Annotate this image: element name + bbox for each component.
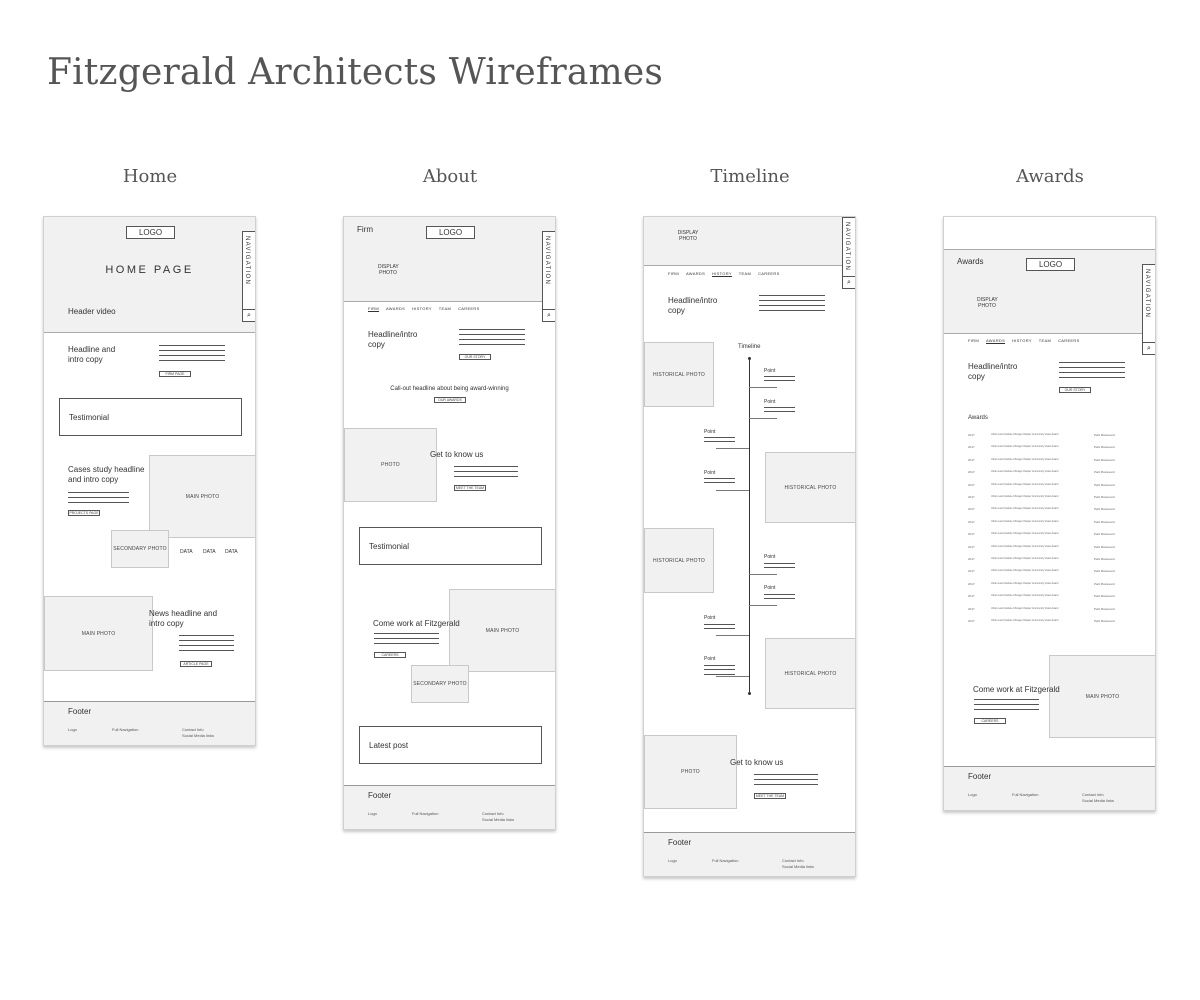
point-lines — [764, 376, 795, 385]
historical-photo: HISTORICAL PHOTO — [765, 452, 856, 523]
testimonial-box: Testimonial — [59, 398, 242, 436]
award-year: 2017 — [968, 457, 975, 462]
footer-label: Footer — [668, 838, 692, 847]
main-photo: MAIN PHOTO — [449, 589, 556, 672]
footer-contact[interactable]: Contact Info — [782, 858, 804, 863]
point-lines — [764, 407, 795, 416]
navigation-label: NAVIGATION — [844, 222, 850, 272]
nav-history[interactable]: HISTORY — [712, 271, 732, 276]
wireframe-awards — [943, 216, 1156, 811]
nav-awards[interactable]: AWARDS — [385, 306, 406, 311]
point-lines — [704, 437, 735, 446]
footer-label: Footer — [68, 707, 92, 716]
award-year: 2017 — [968, 594, 975, 599]
display-photo-label: DISPLAY PHOTO — [977, 297, 998, 309]
nav-firm[interactable]: FIRM — [968, 338, 979, 343]
award-name: Urban Land Institute Chicago Chapter Community Vision Award — [991, 507, 1059, 511]
award-name: Urban Land Institute Chicago Chapter Community Vision Award — [991, 519, 1059, 523]
navigation-tab[interactable] — [542, 231, 555, 322]
headline-intro: Headline/intro copy — [368, 330, 418, 349]
copy-lines — [159, 345, 225, 365]
point-lines — [704, 624, 735, 633]
nav-careers[interactable]: CAREERS — [1058, 338, 1080, 343]
column-title-awards: Awards — [1016, 166, 1084, 187]
timeline-point: Point — [764, 368, 776, 374]
timeline-point: Point — [764, 585, 776, 591]
secondary-photo: SECONDARY PHOTO — [411, 665, 469, 703]
footer-contact[interactable]: Contact Info — [482, 811, 504, 816]
timeline-connector — [716, 448, 749, 449]
footer — [644, 832, 855, 876]
wireframe-about — [343, 216, 556, 830]
timeline-header — [644, 217, 855, 266]
navigation-tab[interactable] — [842, 217, 855, 289]
award-project: Park Boulevard — [1094, 569, 1115, 574]
wireframe-timeline — [643, 216, 856, 877]
timeline-connector — [749, 387, 777, 388]
meet-team-button[interactable]: MEET THE TEAM — [455, 486, 485, 490]
news-headline: News headline and intro copy — [149, 609, 218, 628]
navigation-label: NAVIGATION — [544, 236, 550, 286]
data-label: DATA — [203, 549, 216, 555]
meet-team-button[interactable]: MEET THE TEAM — [755, 794, 785, 798]
nav-awards[interactable]: AWARDS — [985, 338, 1006, 343]
award-name: Urban Land Institute Chicago Chapter Community Vision Award — [991, 569, 1059, 573]
come-work-headline: Come work at Fitzgerald — [973, 685, 1060, 694]
search-icon[interactable]: ⌕ — [243, 309, 255, 321]
nav-team[interactable]: TEAM — [438, 306, 452, 311]
award-name: Urban Land Institute Chicago Chapter Community Vision Award — [991, 594, 1059, 598]
headline-intro: Headline and intro copy — [68, 345, 116, 364]
award-year: 2017 — [968, 606, 975, 611]
award-name: Urban Land Institute Chicago Chapter Community Vision Award — [991, 557, 1059, 560]
historical-photo: HISTORICAL PHOTO — [765, 638, 856, 709]
award-project: Park Boulevard — [1094, 495, 1115, 499]
copy-lines — [1059, 362, 1125, 382]
awards-section-label: Awards — [968, 415, 988, 421]
footer-navigation[interactable]: Full Navigation — [412, 811, 439, 816]
award-name: Urban Land Institute Chicago Chapter Community Vision Award — [991, 457, 1059, 461]
photo: PHOTO — [344, 428, 437, 502]
footer-label: Footer — [968, 772, 992, 781]
award-name: Urban Land Institute Chicago Chapter Community Vision Award — [991, 482, 1059, 486]
careers-button[interactable]: CAREERS — [974, 718, 1006, 724]
timeline-point: Point — [704, 470, 716, 476]
footer-navigation[interactable]: Full Navigation — [1012, 792, 1039, 797]
column-title-about: About — [422, 166, 478, 187]
timeline-end-dot — [748, 692, 751, 695]
award-name: Urban Land Institute Chicago Chapter Community Vision Award — [991, 445, 1059, 449]
award-project: Park Boulevard — [1094, 519, 1115, 524]
copy-lines — [179, 635, 234, 655]
award-name: Urban Land Institute Chicago Chapter Community Vision Award — [991, 581, 1059, 585]
award-project: Park Boulevard — [1094, 482, 1115, 487]
award-year: 2017 — [968, 569, 975, 574]
data-label: DATA — [180, 549, 193, 555]
copy-lines — [374, 633, 439, 648]
award-name: Urban Land Institute Chicago Chapter Community Vision Award — [991, 606, 1059, 610]
come-work-headline: Come work at Fitzgerald — [373, 619, 460, 628]
point-lines — [704, 478, 735, 487]
our-story-button[interactable]: OUR STORY — [1059, 387, 1091, 393]
award-year: 2017 — [968, 532, 975, 537]
award-year: 2017 — [968, 507, 975, 512]
copy-lines — [68, 492, 129, 507]
historical-photo: HISTORICAL PHOTO — [644, 528, 714, 593]
column-title-timeline: Timeline — [710, 166, 790, 187]
navigation-label: NAVIGATION — [244, 236, 250, 286]
secondary-nav — [668, 271, 780, 277]
award-project: Park Boulevard — [1094, 433, 1115, 437]
data-label: DATA — [225, 549, 238, 555]
column-title-home: Home — [122, 166, 178, 187]
home-page-label: HOME PAGE — [105, 264, 194, 276]
timeline-point: Point — [764, 399, 776, 405]
point-lines — [764, 594, 795, 603]
awards-page-label: Awards — [957, 257, 984, 266]
footer — [344, 785, 555, 829]
nav-team[interactable]: TEAM — [1038, 338, 1052, 343]
timeline-point: Point — [764, 554, 776, 560]
search-icon[interactable]: ⌕ — [843, 276, 855, 288]
copy-lines — [759, 295, 825, 315]
footer-social[interactable]: Social Media links — [1082, 798, 1115, 803]
callout-headline: Call-out headline about being award-winning — [390, 386, 509, 392]
award-project: Park Boulevard — [1094, 470, 1115, 475]
timeline-point: Point — [704, 656, 716, 662]
careers-button[interactable]: CAREERS — [374, 652, 406, 658]
main-photo: MAIN PHOTO — [149, 455, 256, 538]
award-project: Park Boulevard — [1094, 457, 1115, 462]
secondary-photo: SECONDARY PHOTO — [111, 530, 169, 568]
logo[interactable]: LOGO — [426, 226, 475, 239]
historical-photo: HISTORICAL PHOTO — [644, 342, 714, 407]
search-icon[interactable]: ⌕ — [1143, 342, 1155, 354]
timeline-start-dot — [748, 357, 751, 360]
nav-firm[interactable]: FIRM — [668, 271, 679, 276]
award-project: Park Boulevard — [1094, 445, 1115, 450]
timeline-point: Point — [704, 429, 716, 435]
firm-label: Firm — [357, 225, 373, 234]
footer-logo: Logo — [968, 792, 977, 797]
award-year: 2017 — [968, 433, 975, 437]
footer-contact[interactable]: Contact Info — [1082, 792, 1104, 797]
projects-page-button[interactable]: PROJECTS PAGE — [69, 511, 99, 515]
headline-intro: Headline/intro copy — [668, 296, 718, 315]
nav-history[interactable]: HISTORY — [1012, 338, 1032, 343]
testimonial-box: Testimonial — [359, 527, 542, 565]
award-name: Urban Land Institute Chicago Chapter Community Vision Award — [991, 470, 1059, 474]
point-lines — [764, 563, 795, 572]
footer-contact[interactable]: Contact Info — [182, 727, 204, 732]
timeline-axis — [749, 358, 750, 694]
timeline-point: Point — [704, 615, 716, 621]
nav-firm[interactable]: FIRM — [368, 306, 379, 311]
award-project: Park Boulevard — [1094, 606, 1115, 611]
main-photo: MAIN PHOTO — [44, 596, 153, 671]
display-photo-label: DISPLAY PHOTO — [677, 230, 699, 242]
copy-lines — [754, 774, 818, 789]
secondary-nav — [968, 338, 1080, 344]
article-page-button[interactable]: ARTICLE PAGE — [180, 661, 212, 667]
award-year: 2017 — [968, 470, 975, 475]
award-name: Urban Land Institute Chicago Chapter Community Vision Award — [991, 433, 1059, 436]
photo: PHOTO — [644, 735, 737, 809]
latest-post-box: Latest post — [359, 726, 542, 764]
nav-awards[interactable]: AWARDS — [685, 271, 706, 276]
award-project: Park Boulevard — [1094, 507, 1115, 512]
timeline-connector — [716, 490, 749, 491]
award-year: 2017 — [968, 445, 975, 450]
award-project: Park Boulevard — [1094, 581, 1115, 586]
navigation-tab[interactable] — [1142, 264, 1155, 355]
award-year: 2017 — [968, 557, 975, 561]
timeline-connector — [716, 635, 749, 636]
copy-lines — [454, 466, 518, 481]
copy-lines — [459, 329, 525, 349]
timeline-connector — [749, 418, 777, 419]
our-awards-button[interactable]: OUR AWARDS — [434, 397, 466, 403]
footer-social[interactable]: Social Media links — [482, 817, 515, 822]
secondary-nav — [368, 306, 480, 312]
footer-navigation[interactable]: Full Navigation — [112, 727, 139, 732]
firm-page-button[interactable]: FIRM PAGE — [159, 371, 191, 377]
award-name: Urban Land Institute Chicago Chapter Community Vision Award — [991, 619, 1059, 622]
case-study-headline: Cases study headline and intro copy — [68, 465, 145, 484]
award-year: 2017 — [968, 519, 975, 524]
copy-lines — [974, 699, 1039, 714]
footer-logo: Logo — [668, 858, 677, 863]
get-to-know-us: Get to know us — [730, 758, 784, 767]
footer-logo: Logo — [368, 811, 377, 816]
navigation-label: NAVIGATION — [1144, 269, 1150, 319]
footer-social[interactable]: Social Media links — [182, 733, 215, 738]
award-year: 2017 — [968, 482, 975, 487]
timeline-connector — [716, 676, 749, 677]
award-year: 2017 — [968, 619, 975, 623]
award-name: Urban Land Institute Chicago Chapter Community Vision Award — [991, 544, 1059, 548]
nav-careers[interactable]: CAREERS — [458, 306, 480, 311]
header-video-label: Header video — [68, 307, 116, 316]
headline-intro: Headline/intro copy — [968, 362, 1018, 381]
navigation-tab[interactable] — [242, 231, 255, 322]
page-title: Fitzgerald Architects Wireframes — [47, 52, 664, 93]
timeline-label: Timeline — [738, 344, 761, 350]
display-photo-label: DISPLAY PHOTO — [378, 264, 399, 276]
award-project: Park Boulevard — [1094, 594, 1115, 599]
award-name: Urban Land Institute Chicago Chapter Community Vision Award — [991, 532, 1059, 536]
timeline-connector — [749, 605, 777, 606]
award-project: Park Boulevard — [1094, 619, 1115, 623]
nav-careers[interactable]: CAREERS — [758, 271, 780, 276]
award-project: Park Boulevard — [1094, 532, 1115, 537]
footer-social[interactable]: Social Media links — [782, 864, 815, 869]
award-year: 2017 — [968, 495, 975, 499]
logo[interactable]: LOGO — [126, 226, 175, 239]
award-name: Urban Land Institute Chicago Chapter Community Vision Award — [991, 495, 1059, 498]
logo[interactable]: LOGO — [1026, 258, 1075, 271]
wireframe-home — [43, 216, 256, 746]
get-to-know-us: Get to know us — [430, 450, 484, 459]
main-photo: MAIN PHOTO — [1049, 655, 1156, 738]
footer — [944, 766, 1155, 810]
footer — [44, 701, 255, 745]
nav-history[interactable]: HISTORY — [412, 306, 432, 311]
footer-logo: Logo — [68, 727, 77, 732]
timeline-connector — [749, 574, 777, 575]
our-story-button[interactable]: OUR STORY — [459, 354, 491, 360]
search-icon[interactable]: ⌕ — [543, 309, 555, 321]
award-project: Park Boulevard — [1094, 544, 1115, 549]
award-project: Park Boulevard — [1094, 557, 1115, 561]
footer-label: Footer — [368, 791, 392, 800]
nav-team[interactable]: TEAM — [738, 271, 752, 276]
award-year: 2017 — [968, 544, 975, 549]
footer-navigation[interactable]: Full Navigation — [712, 858, 739, 863]
award-year: 2017 — [968, 581, 975, 586]
